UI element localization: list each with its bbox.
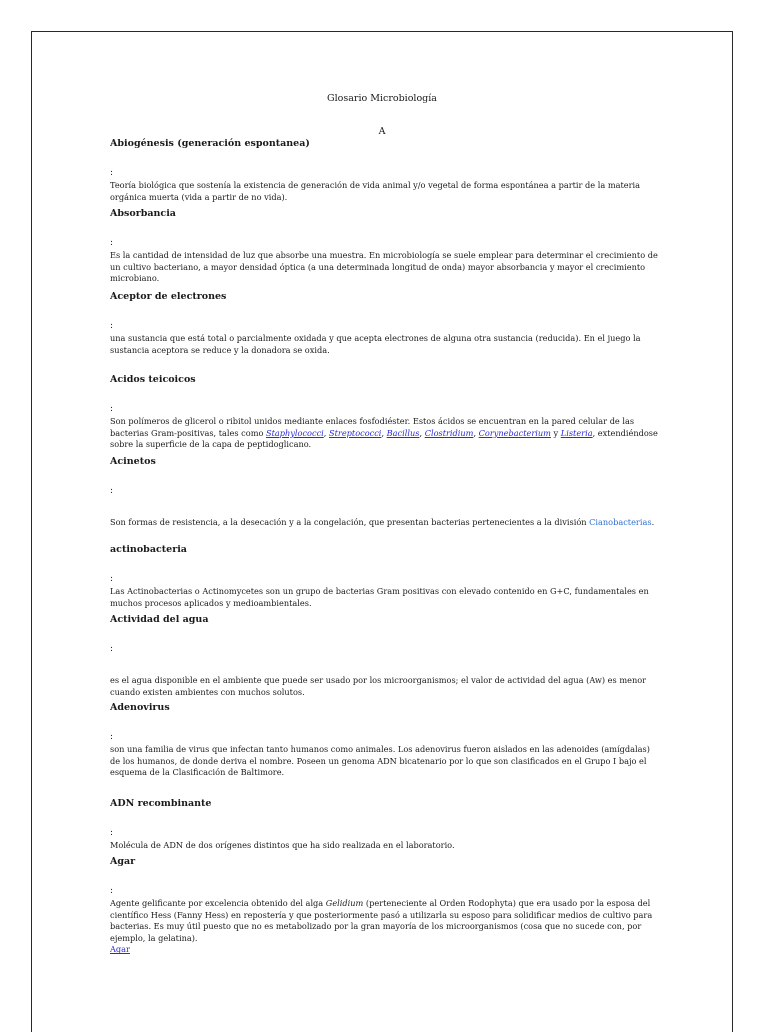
link-staphylococci[interactable]: Staphylococci	[266, 427, 324, 438]
document-page	[31, 31, 733, 1032]
definition-absorbancia: Es la cantidad de intensidad de luz que absorbe una muestra. En microbiología se suele emplear para determinar el crecimiento de un cultivo bacteriano, a mayor densidad óptica (a una determinada longitud de onda) mayor absorbancia y mayor el crecimiento microbiano.	[110, 250, 658, 284]
link-cianobacterias[interactable]: Cianobacterias	[589, 517, 652, 527]
definition-aceptor-de-electrones: una sustancia que está total o parcialmente oxidada y que acepta electrones de alguna otra sustancia (reducida). En el juego la sustancia aceptora se reduce y la donadora se oxida.	[110, 333, 641, 355]
colon: :	[110, 486, 114, 496]
page-title: Glosario Microbiología	[327, 93, 437, 104]
separator: ,	[473, 427, 479, 438]
link-corynebacterium[interactable]: Corynebacterium	[478, 427, 551, 438]
definition-adenovirus: son una familia de virus que infectan tanto humanos como animales. Los adenovirus fueron aislados en las adenoides (amígdalas) de los humanos, de donde deriva el nombre. Poseen un genoma ADN bicatenario por lo que son clasificados en el Grupo I bajo el esquema de la Clasificación de Baltimore.	[110, 744, 650, 778]
definition-text: .	[651, 517, 655, 527]
definition-agar	[110, 898, 658, 956]
term-abiogenesis: Abiogénesis (generación espontanea)	[110, 138, 310, 149]
term-actinobacteria: actinobacteria	[110, 544, 187, 555]
definition-actinobacteria: Las Actinobacterias o Actinomycetes son un grupo de bacterias Gram positivas con elevado contenido en G+C, fundamentales en muchos procesos aplicados y medioambientales.	[110, 586, 649, 608]
link-agar[interactable]: Agar	[110, 944, 130, 955]
definition-acinetos	[110, 517, 658, 529]
colon: :	[110, 644, 114, 654]
separator: ,	[323, 427, 329, 438]
term-aceptor-de-electrones: Aceptor de electrones	[110, 291, 227, 302]
colon: :	[110, 732, 114, 742]
term-absorbancia: Absorbancia	[110, 208, 176, 219]
definition-text: Agente gelificante por excelencia obtenido del alga	[110, 898, 326, 908]
definition-text: Son formas de resistencia, a la desecación y a la congelación, que presentan bacterias pertenecientes a la división	[110, 517, 590, 527]
definition-text: , extendiéndose sobre la superficie de la capa de peptidoglicano.	[110, 427, 658, 450]
definition-adn-recombinante: Molécula de ADN de dos orígenes distintos que ha sido realizada en el laboratorio.	[110, 840, 455, 850]
term-agar: Agar	[110, 856, 136, 867]
definition-text: Son polímeros de glicerol o ribitol unidos mediante enlaces fosfodiéster. Estos ácidos se encuentran en la pared celular de las bacterias Gram-positivas, tales como	[110, 416, 635, 438]
section-letter: A	[378, 126, 386, 137]
term-adn-recombinante: ADN recombinante	[110, 798, 212, 809]
colon: :	[110, 886, 114, 896]
term-adenovirus: Adenovirus	[110, 702, 170, 713]
term-acinetos: Acinetos	[110, 456, 156, 467]
separator: ,	[381, 427, 387, 438]
colon: :	[110, 574, 114, 584]
link-streptococci[interactable]: Streptococci	[329, 427, 382, 438]
link-clostridium[interactable]: Clostridium	[424, 427, 474, 438]
definition-acidos-teicoicos	[110, 416, 658, 451]
link-bacillus[interactable]: Bacillus	[386, 427, 420, 438]
definition-abiogenesis: Teoría biológica que sostenía la existencia de generación de vida animal y/o vegetal de forma espontánea a partir de la materia orgánica muerta (vida a partir de no vida).	[110, 180, 641, 202]
separator: y	[550, 427, 561, 438]
term-actividad-del-agua: Actividad del agua	[110, 614, 209, 625]
definition-actividad-del-agua: es el agua disponible en el ambiente que puede ser usado por los microorganismos; el valor de actividad del agua (Aw) es menor cuando existen ambientes con muchos solutos.	[110, 675, 647, 697]
link-listeria[interactable]: Listeria	[560, 427, 593, 438]
colon: :	[110, 168, 114, 178]
colon: :	[110, 828, 114, 838]
term-acidos-teicoicos: Acidos teicoicos	[110, 374, 196, 385]
colon: :	[110, 404, 114, 414]
colon: :	[110, 238, 114, 248]
colon: :	[110, 321, 114, 331]
italic-genus: Gelidium	[325, 898, 364, 908]
separator: ,	[419, 427, 425, 438]
definition-text: (perteneciente al Orden Rodophyta) que era usado por la esposa del científico Hess (Fanny Hess) en repostería y que posteriormente pasó a utilizarla su esposo para solidificar medios de cultivo para bacterias. Es muy útil puesto que no es metabolizado por la gran mayoría de los microorganismos (cosa que no sucede con, por ejemplo, la gelatina).	[110, 898, 653, 943]
